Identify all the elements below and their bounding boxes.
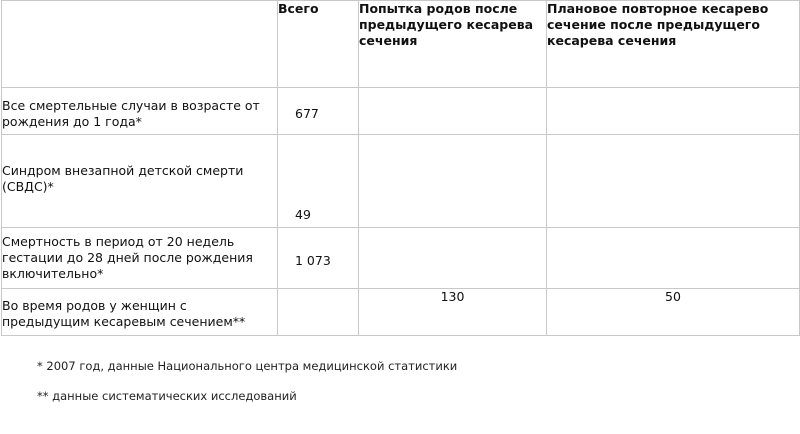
table-row	[2, 289, 800, 336]
trial-cell	[359, 135, 547, 228]
total-cell	[278, 228, 359, 289]
trial-cell	[359, 88, 547, 135]
total-cell	[278, 289, 359, 336]
header-planned-repeat-cesarean: Плановое повторное кесарево сечение после предыдущего кесарева сечения	[547, 1, 800, 88]
planned-cell	[547, 88, 800, 135]
footnote-nchs: * 2007 год, данные Национального центра медицинской статистики	[37, 359, 458, 373]
row-label: Во время родов у женщин с предыдущим кесаревым сечением**	[2, 289, 278, 336]
total-cell	[278, 135, 359, 228]
header-total: Всего	[278, 1, 359, 88]
table-row	[2, 228, 800, 289]
trial-cell	[359, 228, 547, 289]
planned-cell	[547, 135, 800, 228]
total-value: 1 073	[295, 253, 331, 268]
row-label: Все смертельные случаи в возрасте от рождения до 1 года*	[2, 88, 278, 135]
trial-cell: 130	[359, 289, 547, 336]
header-trial-of-labor: Попытка родов после предыдущего кесарева сечения	[359, 1, 547, 88]
row-label: Смертность в период от 20 недель гестации до 28 дней после рождения включительно*	[2, 228, 278, 289]
table-row	[2, 88, 800, 135]
footnote-systematic-reviews: ** данные систематических исследований	[37, 389, 297, 403]
planned-cell: 50	[547, 289, 800, 336]
row-label: Синдром внезапной детской смерти (СВДС)*	[2, 135, 278, 228]
total-value: 49	[295, 207, 311, 222]
total-value: 677	[295, 106, 319, 121]
header-corner-cell	[2, 1, 278, 88]
table-row	[2, 135, 800, 228]
total-cell	[278, 88, 359, 135]
table-header-row	[2, 1, 800, 88]
mortality-table	[1, 0, 800, 336]
planned-cell	[547, 228, 800, 289]
